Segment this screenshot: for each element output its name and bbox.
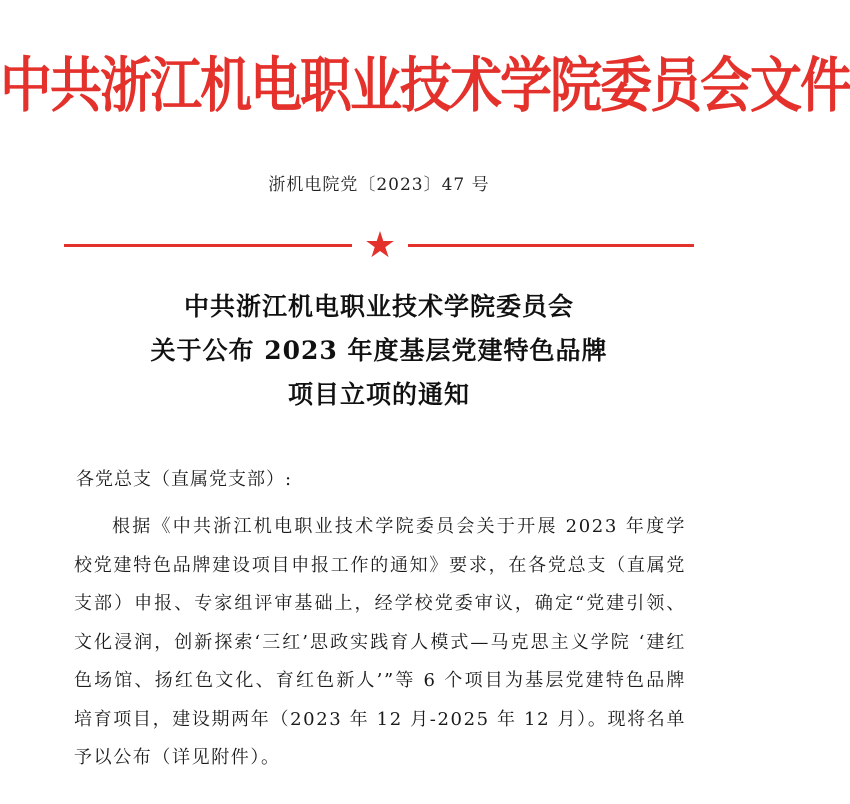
- notice-title-line-3: 项目立项的通知: [287, 380, 470, 409]
- red-rule-right: [408, 244, 694, 247]
- notice-title-line-2: 关于公布 2023 年度基层党建特色品牌: [150, 336, 608, 365]
- red-rule-left: [64, 244, 352, 247]
- body-paragraph: 根据《中共浙江机电职业技术学院委员会关于开展 2023 年度学校党建特色品牌建设项目申报工作的通知》要求，在各党总支（直属党支部）申报、专家组评审基础上，经学校党委审议，确定“党建引领、文化浸润，创新探索‘三红’思政实践育人模式—马克思主义学院 ‘建红色场馆、扬红色文化、育红色新人’”等 6 个项目为基层党建特色品牌培育项目，建设期两年（2023 年 12 月-2025 年 12 月）。现将名单予以公布（详见附件）。: [74, 516, 686, 768]
- star-icon: ★: [363, 225, 397, 266]
- salutation: 各党总支（直属党支部）:: [76, 469, 293, 490]
- org-document-header: 中共浙江机电职业技术学院委员会文件: [0, 52, 850, 121]
- document-number: 浙机电院党〔2023〕47 号: [268, 175, 490, 195]
- notice-title-line-1: 中共浙江机电职业技术学院委员会: [183, 292, 574, 321]
